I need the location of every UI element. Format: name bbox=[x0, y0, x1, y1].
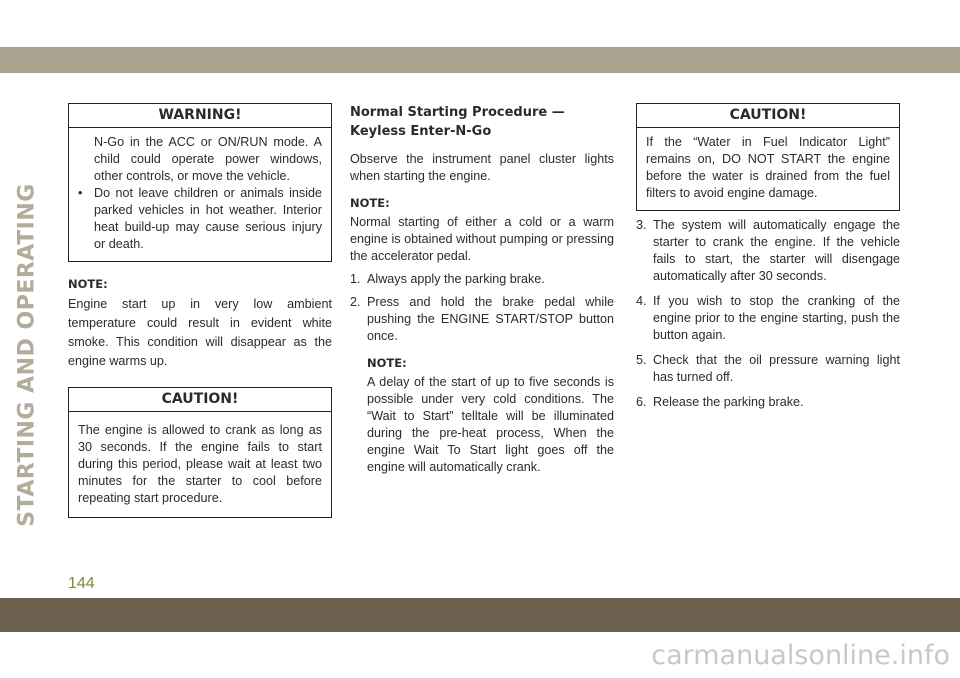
list-item bbox=[636, 293, 900, 344]
list-item bbox=[350, 271, 614, 288]
sub-note bbox=[350, 355, 614, 476]
caution-text: The engine is allowed to crank as long as 30 seconds. If the engine fails to start during this period, please wait at least two minutes for the starter to cool before repeating start procedure. bbox=[78, 423, 322, 505]
step-number: 2. bbox=[350, 295, 361, 309]
step-text: Press and hold the brake pedal while pushing the ENGINE START/STOP button once. bbox=[367, 295, 614, 343]
sub-note-text: A delay of the start of up to five seconds is possible under very cold conditions. The “Wait to Start” telltale will be illuminated during the pre-heat process, When the engine Wait To Start light goes off the engine will automatically crank. bbox=[367, 375, 614, 474]
step-number: 3. bbox=[636, 218, 647, 232]
note-label: NOTE: bbox=[68, 277, 108, 291]
caution-body bbox=[69, 412, 331, 517]
page-number: 144 bbox=[68, 575, 95, 592]
sub-note-label: NOTE: bbox=[367, 356, 407, 370]
list-item bbox=[636, 394, 900, 411]
intro-text: Observe the instrument panel cluster lights when starting the engine. bbox=[350, 152, 614, 183]
step-number: 6. bbox=[636, 395, 647, 409]
warning-bullet-text: Do not leave children or animals inside parked vehicles in hot weather. Interior heat build-up may cause serious injury or death. bbox=[94, 186, 322, 251]
warning-title: WARNING! bbox=[69, 104, 331, 128]
caution-text: If the “Water in Fuel Indicator Light” remains on, DO NOT START the engine before the water is drained from the fuel filters to avoid engine damage. bbox=[646, 135, 890, 200]
list-item bbox=[350, 294, 614, 345]
step-number: 5. bbox=[636, 353, 647, 367]
steps-list bbox=[636, 217, 900, 411]
steps-list bbox=[350, 271, 614, 345]
step-number: 1. bbox=[350, 272, 361, 286]
warning-bullet-item bbox=[78, 185, 322, 253]
column-right bbox=[636, 103, 900, 411]
caution-body bbox=[637, 128, 899, 210]
caution-title: CAUTION! bbox=[637, 104, 899, 128]
bullet-icon: • bbox=[78, 186, 83, 200]
note-label: NOTE: bbox=[350, 196, 390, 210]
section-side-label: STARTING AND OPERATING bbox=[14, 183, 40, 527]
section-heading: Normal Starting Procedure — Keyless Enter-N-Go bbox=[350, 105, 565, 139]
step-text: Always apply the parking brake. bbox=[367, 272, 545, 286]
warning-continued-text: N-Go in the ACC or ON/RUN mode. A child could operate power windows, other controls, or move the vehicle. bbox=[94, 135, 322, 183]
list-item bbox=[636, 217, 900, 285]
note-text: Engine start up in very low ambient temperature could result in evident white smoke. This condition will disappear as the engine warms up. bbox=[68, 297, 332, 368]
header-band bbox=[0, 47, 960, 73]
warning-box bbox=[68, 103, 332, 262]
warning-body bbox=[69, 128, 331, 261]
column-left bbox=[68, 103, 332, 518]
step-text: If you wish to stop the cranking of the engine prior to the engine starting, push the button again. bbox=[653, 294, 900, 342]
step-number: 4. bbox=[636, 294, 647, 308]
step-text: Check that the oil pressure warning light has turned off. bbox=[653, 353, 900, 384]
caution-box bbox=[68, 387, 332, 518]
note-text: Normal starting of either a cold or a warm engine is obtained without pumping or pressing the accelerator pedal. bbox=[350, 215, 614, 263]
column-middle bbox=[350, 103, 614, 476]
caution-box bbox=[636, 103, 900, 211]
caution-title: CAUTION! bbox=[69, 388, 331, 412]
list-item bbox=[636, 352, 900, 386]
watermark: carmanualsonline.info bbox=[651, 640, 950, 671]
step-text: The system will automatically engage the starter to crank the engine. If the vehicle fails to start, the starter will disengage automatically after 30 seconds. bbox=[653, 218, 900, 283]
footer-band bbox=[0, 598, 960, 632]
step-text: Release the parking brake. bbox=[653, 395, 804, 409]
